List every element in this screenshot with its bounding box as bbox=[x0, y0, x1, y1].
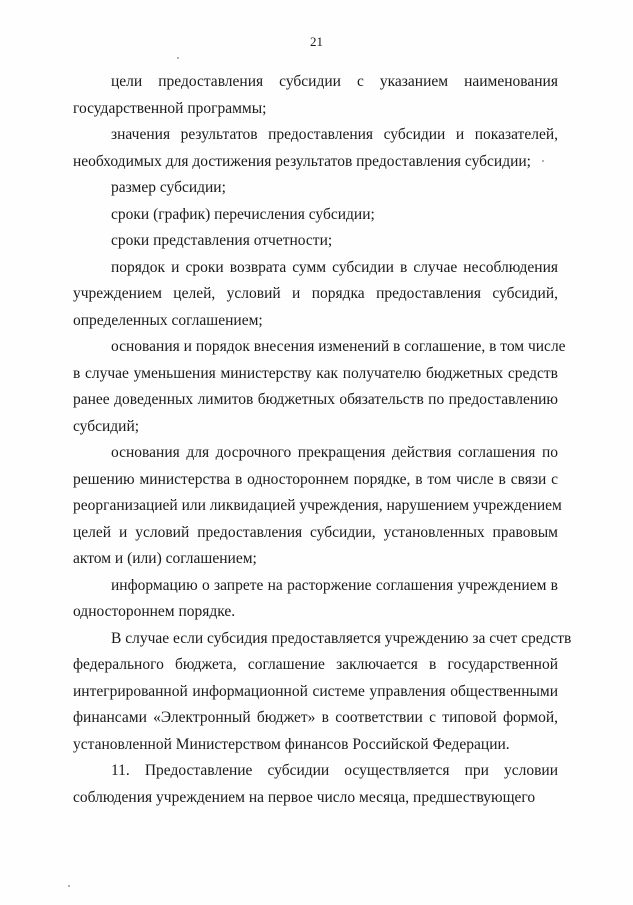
text-line: сроки (график) перечисления субсидии; bbox=[111, 205, 375, 223]
text-line: 11. Предоставление субсидии осуществляется при условии bbox=[111, 762, 558, 779]
text-line: решению министерства в одностороннем порядке, в том числе в связи с bbox=[73, 470, 558, 488]
text-line: федерального бюджета, соглашение заключается в государственной bbox=[73, 656, 558, 673]
text-line: в случае уменьшения министерству как получателю бюджетных средств bbox=[73, 364, 558, 382]
text-line: основания и порядок внесения изменений в соглашение, в том числе bbox=[111, 338, 566, 355]
text-line: финансами «Электронный бюджет» в соответствии с типовой формой, bbox=[73, 709, 558, 726]
text-line: значения результатов предоставления субсидии и показателей, bbox=[111, 126, 558, 143]
paragraph bbox=[73, 69, 558, 122]
paragraph bbox=[73, 334, 566, 440]
paragraph bbox=[73, 573, 558, 626]
paragraph bbox=[73, 758, 558, 811]
text-line: учреждением целей, условий и порядка предоставления субсидий, bbox=[73, 285, 558, 302]
text-line: сроки представления отчетности; bbox=[111, 232, 333, 249]
paragraph bbox=[73, 626, 572, 759]
paragraph bbox=[73, 255, 558, 335]
paragraph bbox=[73, 175, 558, 202]
text-line: актом и (или) соглашением; bbox=[73, 550, 257, 567]
text-line: порядок и сроки возврата сумм субсидии в случае несоблюдения bbox=[111, 258, 558, 276]
text-line: интегрированной информационной системе управления общественными bbox=[73, 682, 558, 700]
scan-speck bbox=[542, 160, 544, 162]
text-line: реорганизацией или ликвидацией учреждения, нарушением учреждением bbox=[73, 497, 562, 514]
text-line: одностороннем порядке. bbox=[73, 603, 236, 620]
page-number: 21 bbox=[310, 34, 323, 49]
text-line: необходимых для достижения результатов предоставления субсидии; bbox=[73, 152, 531, 170]
text-line: соблюдения учреждением на первое число месяца, предшествующего bbox=[73, 788, 536, 806]
text-line: ранее доведенных лимитов бюджетных обязательств по предоставлению bbox=[73, 391, 558, 408]
text-line: цели предоставления субсидии с указанием наименования bbox=[111, 73, 558, 90]
text-line: размер субсидии; bbox=[111, 179, 226, 196]
paragraph bbox=[73, 440, 562, 573]
text-line: государственной программы; bbox=[73, 99, 267, 117]
paragraph bbox=[73, 228, 558, 255]
document-body bbox=[73, 69, 572, 811]
text-line: В случае если субсидия предоставляется учреждению за счет средств bbox=[111, 629, 572, 647]
text-line: целей и условий предоставления субсидии, установленных правовым bbox=[73, 523, 558, 541]
text-line: информацию о запрете на расторжение соглашения учреждением в bbox=[111, 576, 558, 594]
paragraph bbox=[73, 122, 558, 175]
text-line: основания для досрочного прекращения действия соглашения по bbox=[111, 444, 558, 461]
paragraph bbox=[73, 202, 558, 229]
scan-speck bbox=[68, 885, 70, 887]
text-line: установленной Министерством финансов Российской Федерации. bbox=[73, 735, 510, 753]
text-line: субсидий; bbox=[73, 417, 140, 435]
scan-speck bbox=[177, 57, 179, 59]
text-line: определенных соглашением; bbox=[73, 311, 263, 329]
